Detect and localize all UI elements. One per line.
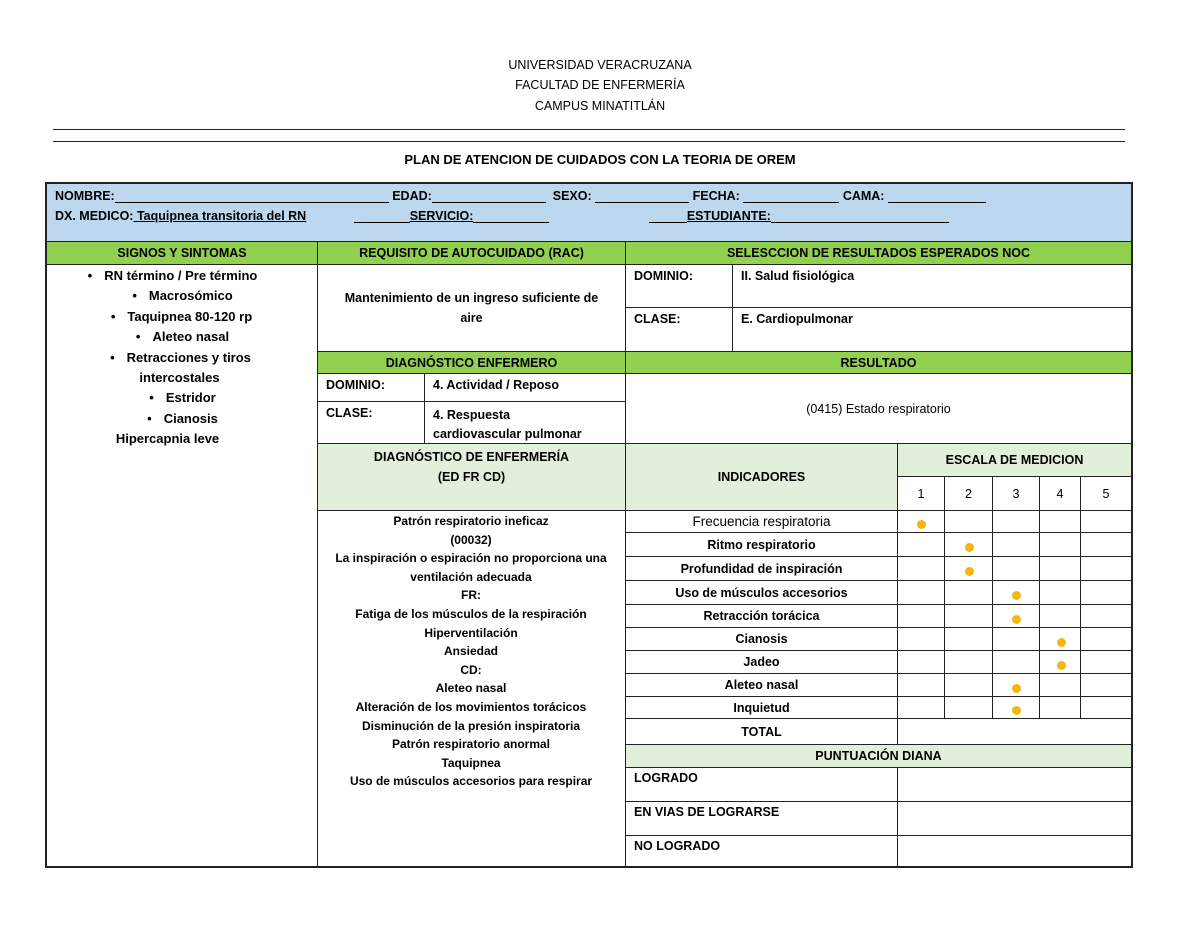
- total-label: TOTAL: [626, 718, 898, 744]
- diag-line: ventilación adecuada: [410, 569, 532, 584]
- scale-cell[interactable]: [945, 580, 993, 604]
- noc-clase-value: E. Cardiopulmonar: [733, 307, 1133, 351]
- scale-cell[interactable]: [1081, 627, 1133, 650]
- diag-line: (00032): [450, 532, 492, 547]
- diana-logrado-label: LOGRADO: [626, 767, 898, 801]
- diag-dominio-label: DOMINIO:: [318, 373, 425, 401]
- score-marker: [1057, 638, 1066, 647]
- indicator-name: Cianosis: [626, 627, 898, 650]
- resultado-header: RESULTADO: [626, 351, 1133, 373]
- scale-cell[interactable]: [993, 510, 1040, 532]
- signo-item: Hipercapnia leve: [115, 431, 220, 447]
- diana-header: PUNTUACIÓN DIANA: [626, 744, 1133, 767]
- diag-clase-label: CLASE:: [318, 401, 425, 443]
- scale-cell[interactable]: [898, 650, 945, 673]
- score-marker: [1012, 591, 1021, 600]
- score-marker: [1012, 684, 1021, 693]
- scale-cell[interactable]: [898, 580, 945, 604]
- indicator-name: Aleteo nasal: [626, 673, 898, 696]
- signo-item: • Cianosis: [47, 409, 318, 429]
- scale-cell[interactable]: [898, 627, 945, 650]
- score-marker: [1012, 706, 1021, 715]
- diag-list-cell: [318, 510, 626, 868]
- sexo-field[interactable]: [595, 188, 689, 203]
- scale-header-4: 4: [1040, 476, 1081, 510]
- diag-line: Aleteo nasal: [435, 681, 507, 696]
- diag-enfermeria-header: [318, 443, 626, 510]
- cama-label: CAMA:: [842, 189, 885, 203]
- campus-name: CAMPUS MINATITLÁN: [534, 99, 666, 113]
- info-row-2: [55, 208, 949, 223]
- escala-header: ESCALA DE MEDICION: [898, 443, 1133, 476]
- signo-item: • Retracciones y tiros: [47, 348, 318, 368]
- header-rule-2: [53, 141, 1125, 142]
- diag-line: FR:: [461, 588, 481, 603]
- diag-line: Ansiedad: [443, 644, 498, 659]
- scale-header-1: 1: [898, 476, 945, 510]
- patient-info-block: [45, 182, 1133, 241]
- scale-cell[interactable]: [1040, 673, 1081, 696]
- diag-enfermeria-title: DIAGNÓSTICO DE ENFERMERÍA: [373, 450, 570, 464]
- scale-cell[interactable]: [898, 604, 945, 627]
- diag-clase-line-1: 4. Respuesta: [433, 408, 511, 422]
- diag-line: Patrón respiratorio anormal: [391, 737, 551, 752]
- indicator-name: Profundidad de inspiración: [626, 556, 898, 580]
- scale-cell[interactable]: [898, 696, 945, 718]
- diag-line: Fatiga de los músculos de la respiración: [355, 606, 587, 621]
- total-value-cell[interactable]: [898, 718, 1133, 744]
- score-marker: [1012, 615, 1021, 624]
- estudiante-label: ESTUDIANTE:: [686, 209, 771, 223]
- diagnostico-header: DIAGNÓSTICO ENFERMERO: [318, 351, 626, 373]
- scale-cell[interactable]: [945, 510, 993, 532]
- indicator-name: Uso de músculos accesorios: [626, 580, 898, 604]
- faculty-name: FACULTAD DE ENFERMERÍA: [515, 78, 685, 92]
- diag-enfermeria-types: (ED FR CD): [437, 470, 506, 484]
- university-name: UNIVERSIDAD VERACRUZANA: [508, 58, 692, 72]
- noc-dominio-value: II. Salud fisiológica: [733, 264, 1133, 307]
- cama-field[interactable]: [888, 188, 986, 203]
- scale-cell[interactable]: [1040, 604, 1081, 627]
- header-rule-1: [53, 129, 1125, 130]
- indicator-name: Frecuencia respiratoria: [626, 510, 898, 532]
- noc-clase-label: CLASE:: [626, 307, 733, 351]
- requisito-header: REQUISITO DE AUTOCUIDADO (RAC): [318, 241, 626, 264]
- scale-cell[interactable]: [1040, 556, 1081, 580]
- score-marker: [965, 567, 974, 576]
- signo-item: • Taquipnea 80-120 rp: [47, 307, 318, 327]
- nombre-field[interactable]: [115, 188, 389, 203]
- diag-line: La inspiración o espiración no proporciona una: [335, 551, 607, 566]
- diag-clase-line-2: cardiovascular pulmonar: [433, 427, 582, 441]
- scale-cell[interactable]: [1040, 696, 1081, 718]
- dx-value: Taquipnea transitoria del RN: [133, 209, 307, 223]
- diag-line: Uso de músculos accesorios para respirar: [349, 774, 593, 789]
- scale-cell[interactable]: [1081, 673, 1133, 696]
- signo-item: • Estridor: [47, 388, 318, 408]
- scale-cell[interactable]: [898, 532, 945, 556]
- servicio-field[interactable]: [473, 208, 549, 223]
- signo-item: • Macrosómico: [47, 286, 318, 306]
- scale-cell[interactable]: [945, 604, 993, 627]
- scale-header-3: 3: [993, 476, 1040, 510]
- signos-header: SIGNOS Y SINTOMAS: [45, 241, 318, 264]
- diana-en-vias-label: EN VIAS DE LOGRARSE: [626, 801, 898, 835]
- scale-cell[interactable]: [1081, 532, 1133, 556]
- signo-item: • Aleteo nasal: [47, 327, 318, 347]
- diag-line: CD:: [460, 662, 482, 677]
- scale-cell[interactable]: [1081, 696, 1133, 718]
- requisito-cell: Mantenimiento de un ingreso suficiente de aire: [318, 264, 626, 351]
- scale-cell[interactable]: [945, 696, 993, 718]
- noc-header: SELESCCION DE RESULTADOS ESPERADOS NOC: [626, 241, 1133, 264]
- estudiante-field[interactable]: [771, 208, 949, 223]
- indicator-name: Jadeo: [626, 650, 898, 673]
- diana-no-logrado-label: NO LOGRADO: [626, 835, 898, 868]
- diana-en-vias-value[interactable]: [898, 801, 1133, 835]
- scale-cell[interactable]: [1081, 556, 1133, 580]
- diag-list: [318, 512, 624, 791]
- edad-field[interactable]: [432, 188, 546, 203]
- scale-cell[interactable]: [993, 532, 1040, 556]
- diag-line: Taquipnea: [441, 755, 501, 770]
- scale-cell[interactable]: [993, 650, 1040, 673]
- signos-cell: [45, 264, 318, 868]
- scale-cell[interactable]: [1040, 510, 1081, 532]
- page-title: PLAN DE ATENCION DE CUIDADOS CON LA TEORIA DE OREM: [404, 152, 796, 167]
- diag-line: Patrón respiratorio ineficaz: [393, 514, 549, 528]
- signos-list: [47, 266, 318, 450]
- servicio-label: SERVICIO:: [409, 209, 474, 223]
- scale-cell[interactable]: [898, 556, 945, 580]
- diag-line: Alteración de los movimientos torácicos: [355, 699, 587, 714]
- scale-cell[interactable]: [945, 627, 993, 650]
- scale-cell[interactable]: [1040, 580, 1081, 604]
- info-row-1: [55, 188, 986, 203]
- indicator-name: Ritmo respiratorio: [626, 532, 898, 556]
- scale-header-2: 2: [945, 476, 993, 510]
- noc-dominio-label: DOMINIO:: [626, 264, 733, 307]
- scale-cell[interactable]: [1040, 532, 1081, 556]
- dx-label: DX. MEDICO:: [55, 209, 134, 223]
- scale-cell[interactable]: [993, 627, 1040, 650]
- fecha-field[interactable]: [743, 188, 839, 203]
- resultado-value: (0415) Estado respiratorio: [626, 373, 1133, 443]
- nombre-label: NOMBRE:: [55, 189, 115, 203]
- scale-header-5: 5: [1081, 476, 1133, 510]
- diana-logrado-value[interactable]: [898, 767, 1133, 801]
- fecha-label: FECHA:: [692, 189, 740, 203]
- diag-line: Disminución de la presión inspiratoria: [361, 718, 581, 733]
- scale-cell[interactable]: [1081, 510, 1133, 532]
- indicator-name: Inquietud: [626, 696, 898, 718]
- diag-line: Hiperventilación: [424, 625, 518, 640]
- scale-cell[interactable]: [945, 650, 993, 673]
- diana-no-logrado-value[interactable]: [898, 835, 1133, 868]
- score-marker: [1057, 661, 1066, 670]
- signo-item: • RN término / Pre término: [47, 266, 318, 286]
- scale-cell[interactable]: [898, 673, 945, 696]
- estudiante-pre-line: [649, 208, 687, 223]
- scale-cell[interactable]: [1081, 580, 1133, 604]
- servicio-pre-line: [354, 208, 410, 223]
- indicator-name: Retracción torácica: [626, 604, 898, 627]
- signo-item-cont: intercostales: [139, 370, 220, 386]
- indicadores-header: INDICADORES: [626, 443, 898, 510]
- edad-label: EDAD:: [392, 189, 432, 203]
- diag-dominio-value: 4. Actividad / Reposo: [425, 373, 626, 401]
- diag-clase-value: [425, 401, 626, 443]
- scale-cell[interactable]: [1081, 650, 1133, 673]
- score-marker: [917, 520, 926, 529]
- sexo-label: SEXO:: [552, 189, 592, 203]
- score-marker: [965, 543, 974, 552]
- scale-cell[interactable]: [1081, 604, 1133, 627]
- scale-cell[interactable]: [993, 556, 1040, 580]
- scale-cell[interactable]: [945, 673, 993, 696]
